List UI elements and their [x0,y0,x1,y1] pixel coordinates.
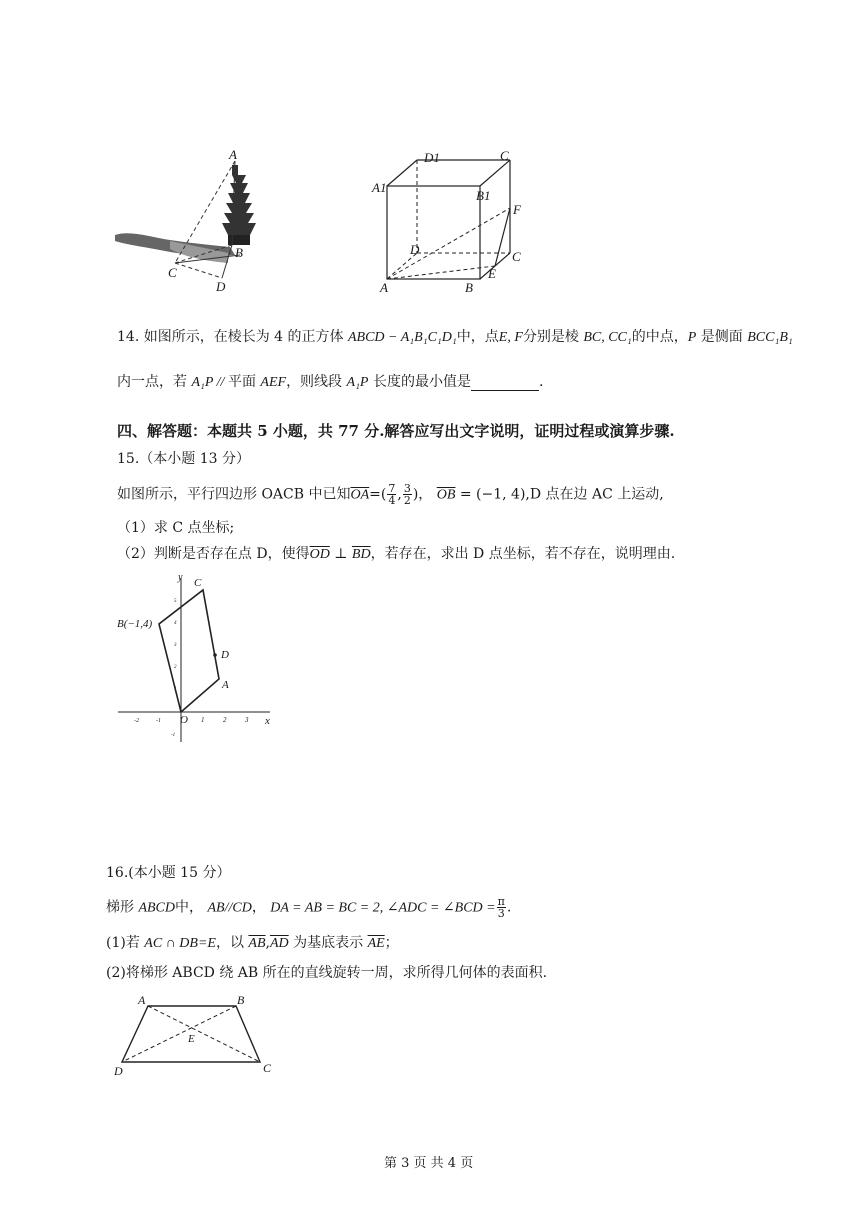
q14-text: 内一点，若 [117,374,187,390]
trap-label-c: C [263,1061,272,1075]
q16-text: ，以 [215,935,244,951]
axis-x-label: x [265,715,270,727]
q15-head: 15.（本小题 13 分） [117,451,250,467]
q16-text: ， [251,899,266,916]
q14-cube-name: ABCD − A₁B₁C₁D₁ [347,330,457,345]
q16-cond: AC ∩ DB=E [144,936,216,951]
cube-label-c: C [512,249,521,264]
q16-cond1: AB//CD [207,900,252,916]
y-tick: -1 [171,733,176,738]
frac-num: 7 [388,482,396,495]
q16-part-2: (2)将梯形 ABCD 绕 AB 所在的直线旋转一周，求所得几何体的表面积. [106,965,548,981]
x-tick: 2 [223,716,227,724]
q16-text: (1)若 [106,935,140,951]
q16-part-1 [106,932,399,952]
q16-text: 为基底表示 [293,935,364,951]
q15-text: =( [369,486,387,503]
vector-ad: $\overline{AD}$ [269,936,289,951]
q14-face: BCC₁B₁ [747,330,793,345]
q15-text: ) [412,486,419,503]
fraction [403,483,412,506]
q14-text: 14. 如图所示，在棱长为 4 的正方体 [117,329,344,345]
pagoda-icon [222,165,256,245]
q14-point-p: P [687,330,697,345]
cube-figure [370,148,540,298]
y-tick: 2 [174,665,177,670]
x-tick: -1 [156,718,161,724]
q14-line-1 [117,326,793,346]
x-tick: -2 [134,718,139,724]
q15-text: ，若存在，求出 D 点坐标，若不存在，说明理由. [370,546,676,562]
frac-den: 3 [497,907,505,920]
pagoda-figure [110,145,270,295]
cube-label-d: D [410,242,420,257]
vector-od: $\overline{OD}$ [309,547,330,562]
pagoda-label-a: A [229,147,237,162]
q14-text: 是侧面 [700,329,743,345]
cube-label-c1: C [500,148,509,163]
point-a-label: A [222,679,229,691]
page-footer: 第 3 页 共 4 页 [384,1156,474,1171]
q15-text: , [397,486,402,503]
axis-y-label: y [178,572,183,583]
perp-symbol: ⊥ [329,546,352,562]
frac-num: 3 [403,482,411,495]
pagoda-label-c: C [168,265,177,280]
answer-blank[interactable] [471,376,539,391]
q15-line-1 [117,483,664,506]
vector-ob: $\overline{OB}$ [436,487,456,503]
cube-label-f: F [513,202,521,217]
cube-label-b1: B1 [476,188,491,203]
point-o-label: O [180,714,188,726]
vector-bd: $\overline{BD}$ [351,547,371,562]
q15-text: ,D 点在边 AC 上运动, [525,486,664,503]
q14-plane: AEF [260,375,287,390]
q14-text: . [538,374,544,390]
cube-label-b: B [465,280,473,295]
parallelogram-figure [110,572,280,752]
q14-text: 长度的最小值是 [372,374,471,390]
cube-label-d1: D1 [424,150,440,165]
q14-edges: BC, CC₁ [583,330,632,345]
pagoda-label-b: B [235,245,243,260]
q15-part-2 [117,543,675,563]
q14-text: 中，点 [456,329,499,345]
section-heading: 四、解答题：本题共 5 小题，共 77 分.解答应写出文字说明，证明过程或演算步骤. [117,422,675,440]
q16-text: 梯形 [106,899,134,916]
q14-segment: A₁P [346,375,369,390]
q15-text: 如图所示，平行四边形 OACB 中已知 [117,486,351,503]
frac-den: 4 [388,494,396,507]
cube-label-e: E [488,266,496,281]
trap-label-e: E [188,1033,195,1045]
q14-points: E, F [498,330,523,345]
q15-text: = (−1, 4) [455,486,526,503]
trapezoid-figure [108,992,288,1082]
y-tick: 1 [174,687,177,692]
y-tick: 5 [174,599,177,604]
point-b-label: B(−1,4) [117,618,153,630]
q14-text: 平面 [227,374,256,390]
point-c-label: C [194,577,202,589]
q16-text: 中， [175,899,204,916]
y-tick: 4 [174,621,177,626]
pagoda-label-d: D [216,279,226,294]
frac-num: π [497,895,505,908]
q16-name: ABCD [138,900,176,916]
q16-line-1 [106,896,511,919]
q16-cond2: DA = AB = BC = 2, ∠ADC = ∠BCD = [270,900,496,916]
trap-label-d: D [114,1064,123,1078]
trap-label-b: B [237,993,245,1007]
q16-text: . [506,899,512,916]
trap-label-a: A [138,993,146,1007]
q14-parallel: A₁P // [191,375,228,390]
q14-text: 分别是棱 [522,329,579,345]
vector-oa: $\overline{OA}$ [350,487,370,503]
q15-text: ， [418,486,433,503]
q14-text: ，则线段 [286,374,343,390]
q15-part-1: （1）求 C 点坐标; [117,520,235,536]
x-tick: 3 [245,716,249,724]
fraction [387,483,396,506]
q16-text: , [265,935,270,951]
cube-label-a: A [380,280,388,295]
fraction [497,896,506,919]
q15-text: （2）判断是否存在点 D，使得 [117,546,310,562]
q16-text: ； [384,935,399,951]
x-tick: 1 [201,716,205,724]
q14-text: 的中点， [631,329,688,345]
y-tick: 3 [174,643,177,648]
q16-head: 16.(本小题 15 分） [106,865,231,881]
point-d-label: D [221,649,229,661]
cube-label-a1: A1 [372,180,387,195]
vector-ab: $\overline{AB}$ [248,936,266,951]
frac-den: 2 [403,494,411,507]
vector-ae: $\overline{AE}$ [367,936,385,951]
q14-line-2 [117,371,543,391]
